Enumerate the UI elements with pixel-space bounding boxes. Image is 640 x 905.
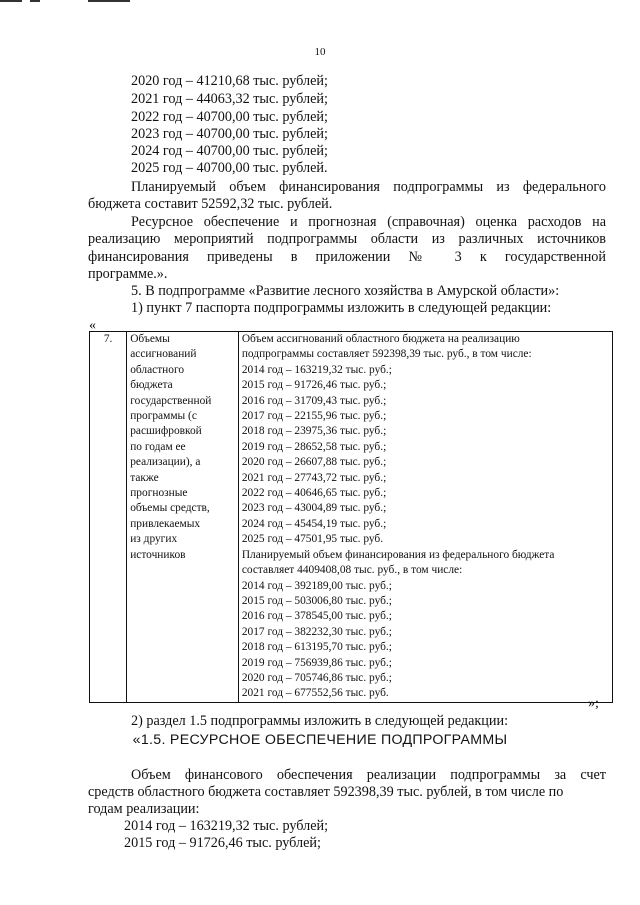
text-line: 2020 год – 41210,68 тыс. рублей; <box>131 73 328 89</box>
table-cell-number: 7. <box>90 332 127 703</box>
cell-line: источников <box>130 548 186 561</box>
cell-line: 2018 год – 23975,36 тыс. руб.; <box>241 425 387 438</box>
scan-mark <box>88 0 130 2</box>
cell-line: Объем ассигнований областного бюджета на реализацию <box>241 333 520 345</box>
cell-line: 2014 год – 392189,00 тыс. руб.; <box>241 579 392 592</box>
cell-line: подпрограммы составляет 592398,39 тыс. руб., в том числе: <box>241 348 532 361</box>
cell-line: 2022 год – 40646,65 тыс. руб.; <box>241 487 387 500</box>
page-number: 10 <box>314 46 326 58</box>
cell-line: реализации), а <box>130 456 201 469</box>
paragraph-line: средств областного бюджета составляет 592398,39 тыс. рублей, в том числе по <box>88 784 564 800</box>
open-quote: « <box>89 318 96 333</box>
list-item: 1) пункт 7 паспорта подпрограммы изложить в следующей редакции: <box>131 300 552 316</box>
paragraph-line: Планируемый объем финансирования подпрограммы из федерального <box>131 179 606 195</box>
cell-line: 2023 год – 43004,89 тыс. руб.; <box>241 502 387 515</box>
text-line: 2021 год – 44063,32 тыс. рублей; <box>131 91 328 107</box>
cell-line: 2015 год – 91726,46 тыс. руб.; <box>241 379 387 392</box>
cell-line: 2021 год – 27743,72 тыс. руб.; <box>241 471 387 484</box>
cell-line: ассигнований <box>130 348 197 361</box>
cell-line: привлекаемых <box>130 517 201 530</box>
cell-line: 2019 год – 28652,58 тыс. руб.; <box>241 440 387 453</box>
paragraph-line: программе.». <box>88 266 168 282</box>
cell-line: 2016 год – 378545,00 тыс. руб.; <box>241 610 392 623</box>
cell-line: 2016 год – 31709,43 тыс. руб.; <box>241 394 387 407</box>
cell-line: государственной <box>130 394 212 407</box>
paragraph-line: бюджета составит 52592,32 тыс. рублей. <box>88 196 333 212</box>
cell-line: Объемы <box>130 333 170 345</box>
cell-line: по годам ее <box>130 440 186 453</box>
paragraph-line: финансирования приведены в приложении № 3 к государственной <box>88 249 606 265</box>
section-heading: «1.5. РЕСУРСНОЕ ОБЕСПЕЧЕНИЕ ПОДПРОГРАММЫ <box>132 732 508 748</box>
cell-line: 2020 год – 705746,86 тыс. руб.; <box>241 671 392 684</box>
cell-line: 2017 год – 22155,96 тыс. руб.; <box>241 410 387 423</box>
list-item: 2) раздел 1.5 подпрограммы изложить в следующей редакции: <box>131 713 509 729</box>
cell-line: также <box>130 471 159 484</box>
cell-line: Планируемый объем финансирования из федерального бюджета <box>241 548 555 561</box>
cell-line: программы (с <box>130 410 197 423</box>
paragraph-line: реализацию мероприятий подпрограммы области из различных источников <box>88 231 606 247</box>
table-cell-values <box>238 332 612 703</box>
cell-line: из других <box>130 533 178 546</box>
paragraph-line: Ресурсное обеспечение и прогнозная (справочная) оценка расходов на <box>131 214 606 230</box>
paragraph-line: годам реализации: <box>88 801 200 817</box>
cell-line: 2025 год – 47501,95 тыс. руб. <box>241 533 384 546</box>
passport-table <box>89 331 613 703</box>
cell-line: расшифровкой <box>130 425 202 438</box>
cell-line: 2021 год – 677552,56 тыс. руб. <box>241 687 389 700</box>
cell-line: прогнозные <box>130 487 188 500</box>
cell-line: областного <box>130 363 185 376</box>
close-quote: »; <box>588 696 599 711</box>
cell-line: 2017 год – 382232,30 тыс. руб.; <box>241 625 392 638</box>
cell-line: 2018 год – 613195,70 тыс. руб.; <box>241 641 392 654</box>
cell-line: объемы средств, <box>130 502 210 515</box>
cell-line: 2014 год – 163219,32 тыс. руб.; <box>241 363 392 376</box>
cell-line: 2024 год – 45454,19 тыс. руб.; <box>241 517 387 530</box>
table-cell-label <box>127 332 239 703</box>
cell-line: бюджета <box>130 379 173 392</box>
scan-mark <box>0 0 22 2</box>
text-line: 2025 год – 40700,00 тыс. рублей. <box>131 160 328 176</box>
paragraph-line: Объем финансового обеспечения реализации подпрограммы за счет <box>131 767 606 783</box>
text-line: 2024 год – 40700,00 тыс. рублей; <box>131 143 328 159</box>
table-row <box>90 332 613 703</box>
text-line: 2022 год – 40700,00 тыс. рублей; <box>131 109 328 125</box>
cell-line: составляет 4409408,08 тыс. руб., в том числе: <box>241 564 463 577</box>
list-item: 5. В подпрограмме «Развитие лесного хозяйства в Амурской области»: <box>131 283 560 299</box>
scan-mark <box>30 0 40 2</box>
cell-line: 2020 год – 26607,88 тыс. руб.; <box>241 456 387 469</box>
cell-line: 2019 год – 756939,86 тыс. руб.; <box>241 656 392 669</box>
text-line: 2015 год – 91726,46 тыс. рублей; <box>124 835 321 851</box>
text-line: 2023 год – 40700,00 тыс. рублей; <box>131 126 328 142</box>
text-line: 2014 год – 163219,32 тыс. рублей; <box>124 818 329 834</box>
cell-line: 2015 год – 503006,80 тыс. руб.; <box>241 594 392 607</box>
